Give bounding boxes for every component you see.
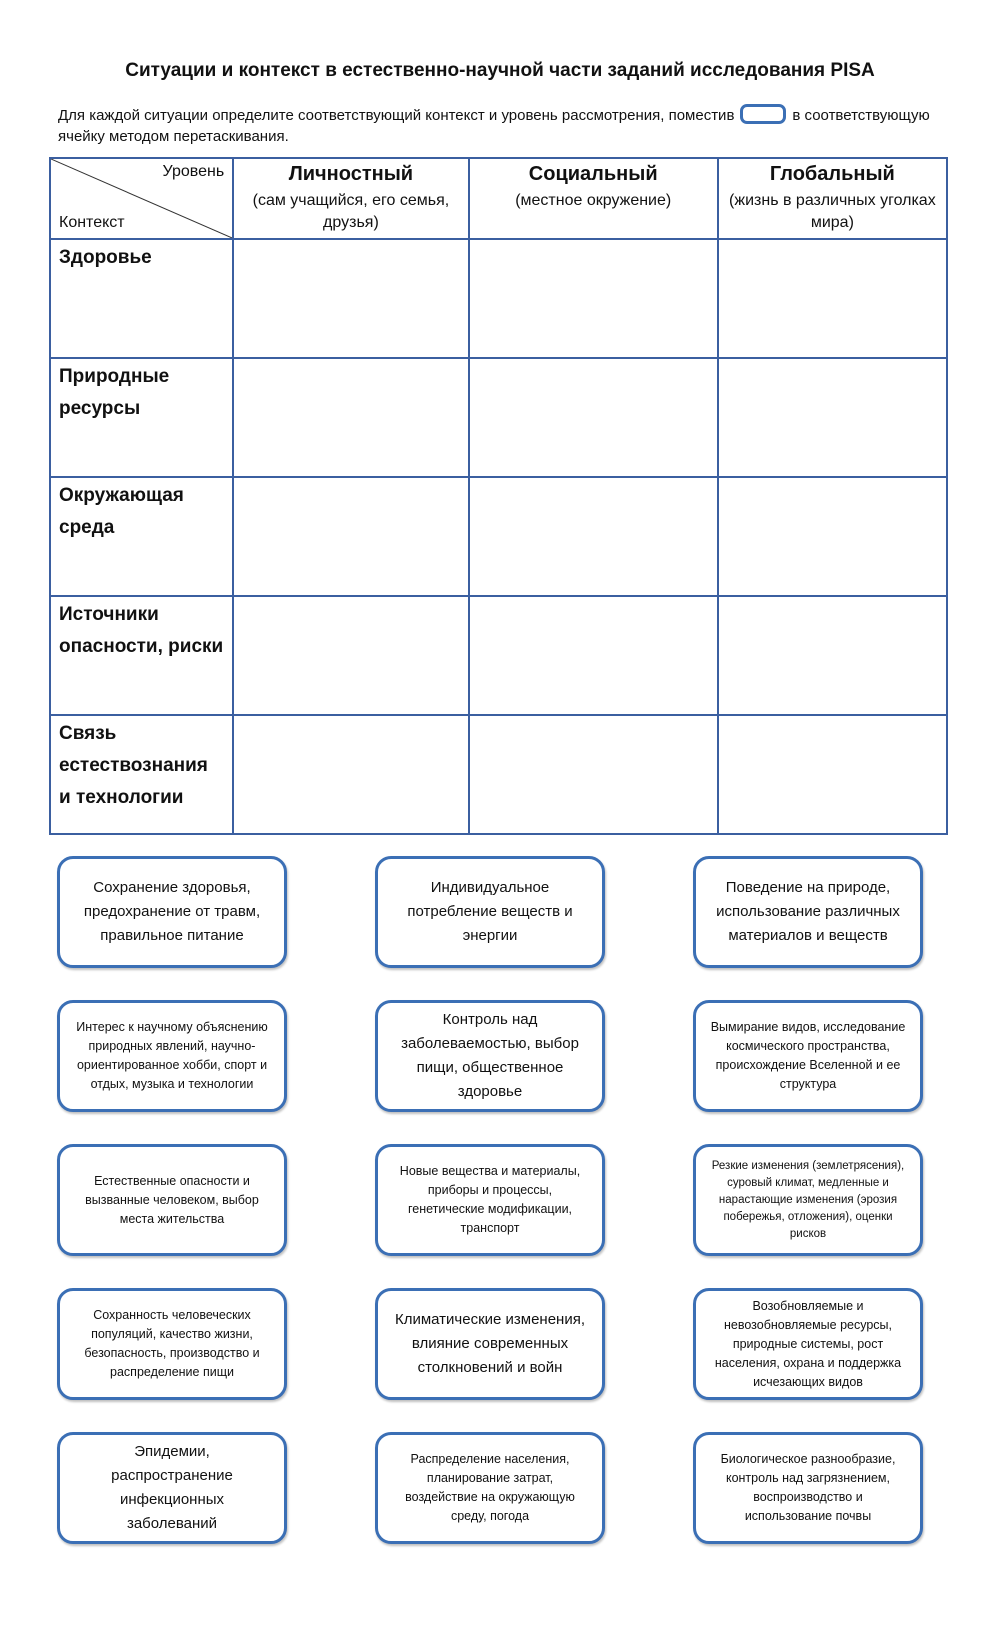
draggable-card[interactable]: Сохранение здоровья, предохранение от травм, правильное питание <box>57 856 287 968</box>
drop-cell[interactable] <box>233 715 469 834</box>
draggable-card[interactable]: Естественные опасности и вызванные человеком, выбор места жительства <box>57 1144 287 1256</box>
draggable-card[interactable]: Биологическое разнообразие, контроль над загрязнением, воспроизводство и использование почвы <box>693 1432 923 1544</box>
row-label-health: Здоровье <box>50 239 233 358</box>
row-label-natural-resources: Природные ресурсы <box>50 358 233 477</box>
column-subtitle: (сам учащийся, его семья, друзья) <box>252 192 450 231</box>
corner-level-label: Уровень <box>162 163 225 180</box>
drop-cell[interactable] <box>469 239 718 358</box>
drop-cell[interactable] <box>469 596 718 715</box>
drop-cell[interactable] <box>718 596 947 715</box>
column-header-personal <box>233 158 469 239</box>
page-title: Ситуации и контекст в естественно-научной части заданий исследования PISA <box>125 60 875 81</box>
column-title: Социальный <box>528 163 658 185</box>
row-label-science-technology: Связь естествознания и технологии <box>50 715 233 834</box>
instruction-text: Для каждой ситуации определите соответствующий контекст и уровень рассмотрения, поместив <box>58 107 735 124</box>
column-title: Глобальный <box>769 163 895 185</box>
draggable-card[interactable]: Индивидуальное потребление веществ и энергии <box>375 856 605 968</box>
row-label-hazards: Источники опасности, риски <box>50 596 233 715</box>
draggable-card[interactable]: Вымирание видов, исследование космического пространства, происхождение Вселенной и ее структура <box>693 1000 923 1112</box>
draggable-card[interactable]: Интерес к научному объяснению природных явлений, научно-ориентированное хобби, спорт и отдых, музыка и технологии <box>57 1000 287 1112</box>
draggable-card[interactable]: Климатические изменения, влияние современных столкновений и войн <box>375 1288 605 1400</box>
card-sample-icon <box>740 104 786 124</box>
draggable-card[interactable]: Возобновляемые и невозобновляемые ресурсы, природные системы, рост населения, охрана и поддержка исчезающих видов <box>693 1288 923 1400</box>
draggable-card[interactable]: Эпидемии, распространение инфекционных заболеваний <box>57 1432 287 1544</box>
drop-cell[interactable] <box>718 239 947 358</box>
draggable-card[interactable]: Распределение населения, планирование затрат, воздействие на окружающую среду, погода <box>375 1432 605 1544</box>
column-subtitle: (жизнь в различных уголках мира) <box>729 192 936 231</box>
column-subtitle: (местное окружение) <box>515 192 672 209</box>
drop-cell[interactable] <box>233 239 469 358</box>
table-corner <box>50 158 233 239</box>
corner-context-label: Контекст <box>59 214 125 231</box>
draggable-card[interactable]: Контроль над заболеваемостью, выбор пищи, общественное здоровье <box>375 1000 605 1112</box>
instruction-text-end: в соответствующую ячейку методом перетаскивания. <box>58 107 930 145</box>
drop-cell[interactable] <box>233 358 469 477</box>
drop-cell[interactable] <box>469 477 718 596</box>
drop-cell[interactable] <box>233 596 469 715</box>
column-title: Личностный <box>288 163 414 185</box>
column-header-global <box>718 158 947 239</box>
draggable-card[interactable]: Поведение на природе, использование различных материалов и веществ <box>693 856 923 968</box>
drop-cell[interactable] <box>718 477 947 596</box>
column-header-social <box>469 158 718 239</box>
draggable-card[interactable]: Резкие изменения (землетрясения), суровый климат, медленные и нарастающие изменения (эрозия побережья, отложения), оценки рисков <box>693 1144 923 1256</box>
drop-cell[interactable] <box>469 715 718 834</box>
context-level-table <box>49 157 948 835</box>
drop-cell[interactable] <box>233 477 469 596</box>
drop-cell[interactable] <box>718 715 947 834</box>
instructions <box>58 104 948 147</box>
drop-cell[interactable] <box>718 358 947 477</box>
row-label-environment: Окружающая среда <box>50 477 233 596</box>
drop-cell[interactable] <box>469 358 718 477</box>
draggable-card[interactable]: Сохранность человеческих популяций, качество жизни, безопасность, производство и распределение пищи <box>57 1288 287 1400</box>
draggable-card[interactable]: Новые вещества и материалы, приборы и процессы, генетические модификации, транспорт <box>375 1144 605 1256</box>
